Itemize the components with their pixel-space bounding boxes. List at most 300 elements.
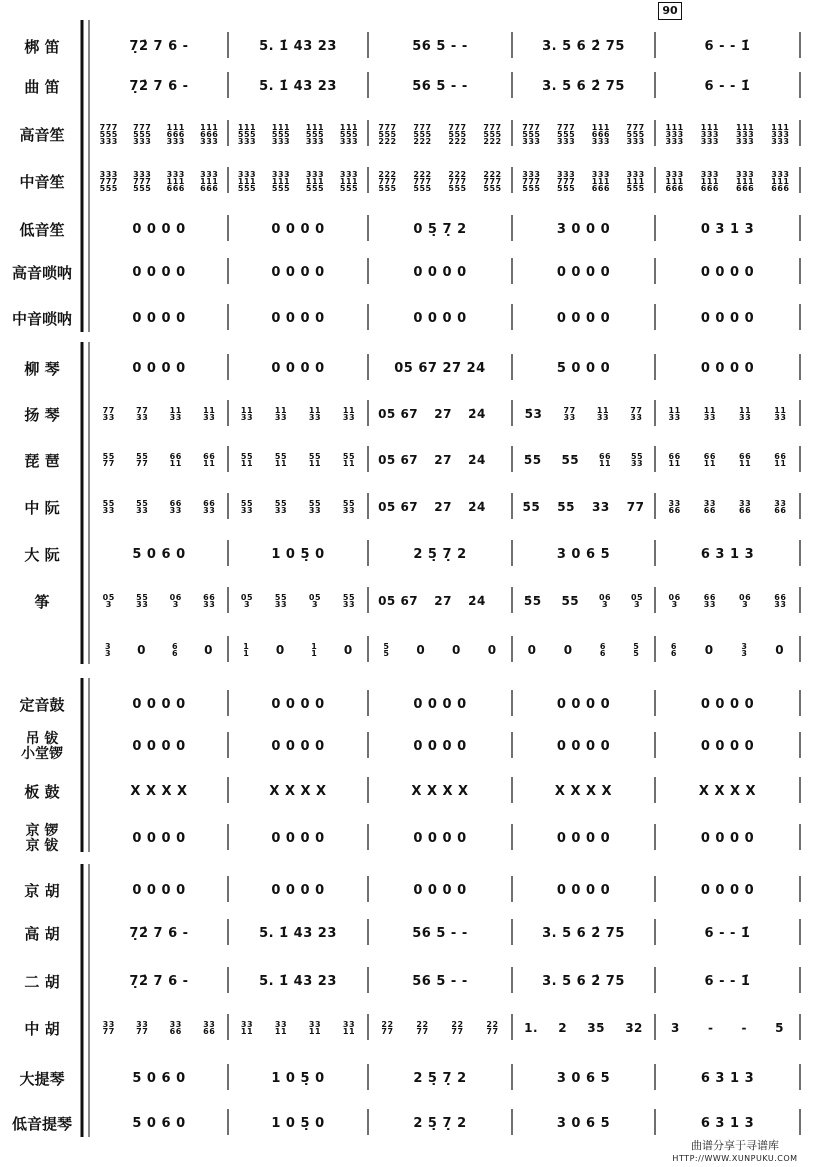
instrument-name-line: 低音笙 — [19, 221, 65, 239]
note-chord — [600, 643, 606, 657]
note-text: 333 — [771, 129, 790, 139]
note-text: 66 — [169, 452, 182, 461]
note-text: 22 — [486, 1020, 499, 1029]
instrument-name-line: 高音笙 — [19, 126, 65, 144]
note-text: 555 — [448, 129, 467, 139]
note-text: 0 — [452, 643, 461, 657]
note-chord — [522, 124, 540, 145]
note-text: 55 — [274, 452, 288, 461]
note-chord — [468, 453, 486, 467]
note-text: 66 — [668, 506, 681, 515]
instrument-name-line: 京 钹 — [25, 838, 59, 854]
note-chord — [136, 1021, 148, 1035]
note-chord — [204, 643, 213, 657]
measure-cell — [370, 400, 510, 428]
note-text: 555 — [413, 129, 432, 139]
note-chord — [483, 171, 501, 192]
instrument-name-line: 二 胡 — [24, 973, 60, 991]
note-text: 33 — [342, 413, 356, 422]
note-text: 111 — [166, 176, 185, 186]
note-text: 555 — [557, 129, 576, 139]
instrument-name-line: 京 锣 — [25, 823, 59, 839]
measure-cell — [370, 1014, 510, 1042]
note-chord — [774, 500, 786, 514]
note-chord — [669, 453, 681, 467]
note-text: 0 — [487, 643, 497, 657]
note-chord — [704, 407, 716, 421]
note-chord — [416, 1021, 428, 1035]
measure-cell: 6 - - 1̇ — [704, 38, 751, 54]
note-text: 555 — [271, 183, 291, 193]
instrument-name — [0, 38, 84, 56]
note-text: 555 — [413, 183, 432, 193]
measure-cell — [92, 120, 226, 148]
note-text: 11 — [342, 459, 356, 468]
instrument-name-line: 中 胡 — [24, 1020, 60, 1038]
note-chord — [275, 453, 287, 467]
note-text: 5̇3 — [524, 407, 543, 421]
measure-cell: 7̣2̇ 7 6 - — [129, 38, 189, 54]
note-chord — [170, 500, 182, 514]
note-text: 33 — [703, 600, 716, 609]
note-text: 333 — [339, 136, 359, 146]
note-text: - — [741, 1021, 748, 1035]
measure-cell — [657, 400, 798, 428]
note-text: 111 — [305, 176, 325, 186]
note-text: 333 — [736, 169, 755, 179]
note-chord — [309, 407, 321, 421]
note-text: 111 — [271, 122, 291, 132]
measure-cell: 0 0 0 0 — [271, 830, 325, 846]
note-text: 0 — [137, 643, 146, 657]
note-text: 77 — [136, 1027, 149, 1036]
note-chord — [434, 453, 452, 467]
note-text: 666 — [166, 129, 185, 139]
note-chord — [238, 171, 256, 192]
note-text: 222 — [448, 136, 467, 146]
note-chord — [468, 500, 486, 514]
note-text: 55 — [342, 452, 356, 461]
note-chord — [771, 171, 789, 192]
note-text: 11 — [703, 459, 716, 468]
note-text: 35 — [587, 1021, 605, 1035]
note-text: 55 — [308, 452, 322, 461]
note-text: 333 — [133, 169, 152, 179]
instrument-name-line: 京 胡 — [24, 882, 60, 900]
note-chord — [103, 500, 115, 514]
note-chord — [167, 171, 185, 192]
measure-cell: 6 3 1 3 — [700, 1115, 755, 1131]
note-chord — [343, 1021, 355, 1035]
measure-cell: 5 0 6 0 — [132, 546, 186, 562]
note-text: 11 — [668, 406, 681, 415]
note-text: 66 — [703, 506, 716, 515]
measure-cell: 0 0 0 0 — [271, 221, 325, 237]
note-text: 05 — [308, 593, 322, 602]
note-text: 333 — [166, 136, 185, 146]
note-chord — [378, 124, 396, 145]
instrument-name-line: 琵 琶 — [24, 452, 60, 470]
note-text: 27 — [434, 594, 452, 608]
note-text: 3 — [105, 649, 112, 658]
note-text: 2̇4̇ — [468, 594, 486, 608]
note-text: 77 — [563, 406, 576, 415]
note-text: 11 — [774, 406, 787, 415]
measure-cell: 0 0 0 0 — [132, 830, 186, 846]
measure-cell — [230, 167, 366, 195]
note-text: 33 — [596, 413, 610, 422]
note-text: 33 — [203, 1020, 216, 1029]
note-text: 11 — [308, 1027, 322, 1036]
note-text: 77 — [136, 406, 149, 415]
measure-cell: 56 5 - - — [412, 38, 468, 54]
instrument-name — [0, 696, 84, 714]
measure-cell — [92, 1014, 226, 1042]
measure-cell: 0 0 0 0 — [700, 882, 755, 898]
note-chord — [524, 1021, 538, 1035]
note-text: 55 — [342, 593, 356, 602]
note-chord — [704, 500, 716, 514]
note-text: 777 — [99, 122, 118, 132]
note-text: 2̇4̇ — [468, 500, 486, 514]
note-text: 66 — [774, 452, 787, 461]
measure-cell: 1 0 5̣ 0 — [271, 1115, 325, 1131]
note-chord — [483, 124, 501, 145]
measure-cell: 0 0 0 0 — [556, 310, 611, 326]
note-chord — [133, 124, 151, 145]
note-text: 55 — [240, 499, 254, 508]
note-text: 66 — [203, 593, 216, 602]
note-text: 33 — [274, 413, 288, 422]
note-chord — [739, 453, 751, 467]
measure-cell — [92, 400, 226, 428]
note-text: 2̇4̇ — [468, 453, 486, 467]
note-text: 33 — [668, 413, 681, 422]
note-text: 333 — [557, 136, 576, 146]
instrument-name-line: 板 鼓 — [24, 783, 60, 801]
note-text: 666 — [591, 183, 610, 193]
note-chord — [739, 500, 751, 514]
measure-cell — [92, 636, 226, 664]
instrument-name — [0, 310, 84, 328]
note-text: 33 — [102, 506, 115, 515]
note-chord — [343, 500, 355, 514]
note-text: 111 — [665, 122, 684, 132]
note-text: 555 — [626, 129, 645, 139]
note-text: 555 — [305, 129, 325, 139]
note-text: 777 — [626, 122, 645, 132]
note-chord — [241, 407, 253, 421]
measure-cell: 05 67 27 24 — [394, 360, 486, 376]
note-text: 3 — [741, 649, 748, 658]
note-text: 666 — [591, 129, 610, 139]
note-text: 5̇5 — [522, 500, 541, 514]
measure-cell: 0 0 0 0 — [271, 310, 325, 326]
note-chord — [311, 643, 317, 657]
measure-cell — [514, 587, 653, 615]
note-chord — [669, 594, 681, 608]
note-chord — [103, 594, 115, 608]
instrument-name — [0, 126, 84, 144]
note-text: 333 — [99, 136, 118, 146]
note-text: 333 — [271, 169, 291, 179]
instrument-name — [0, 973, 84, 991]
instrument-name — [0, 264, 84, 282]
note-text: 27 — [434, 453, 452, 467]
note-text: 0 — [204, 643, 213, 657]
note-chord — [100, 124, 118, 145]
note-chord — [739, 594, 751, 608]
note-chord — [592, 500, 610, 514]
note-text: 333 — [736, 129, 755, 139]
measure-cell: 5 0 6 0 — [132, 1070, 186, 1086]
note-text: 11 — [739, 459, 752, 468]
note-chord — [203, 453, 215, 467]
note-text: 66 — [774, 593, 787, 602]
note-text: 555 — [305, 183, 325, 193]
measure-cell: 7̣2̇ 7 6 - — [129, 78, 189, 94]
measure-cell — [370, 493, 510, 521]
note-text: 55 — [136, 452, 149, 461]
note-text: 555 — [448, 183, 467, 193]
note-text: 1 — [311, 649, 318, 658]
note-text: 3 — [172, 600, 179, 609]
measure-cell: 0 0 0 0 — [556, 882, 611, 898]
note-text: 333 — [166, 169, 185, 179]
note-text: 33 — [739, 413, 752, 422]
instrument-name-line: 中 阮 — [24, 499, 60, 517]
instrument-name — [0, 546, 84, 564]
note-text: 111 — [665, 176, 684, 186]
note-text: 777 — [557, 122, 576, 132]
measure-cell: 0 0 0 0 — [271, 882, 325, 898]
measure-cell — [370, 120, 510, 148]
note-text: 55 — [102, 452, 115, 461]
note-text: 11 — [342, 1027, 356, 1036]
note-chord — [701, 171, 719, 192]
note-chord — [136, 594, 148, 608]
note-chord — [343, 453, 355, 467]
note-text: 55 — [274, 499, 288, 508]
note-chord — [272, 171, 290, 192]
note-text: 111 — [626, 176, 645, 186]
note-text: 555 — [271, 129, 291, 139]
measure-cell: 5. 1̇ 43 23 — [259, 925, 337, 941]
note-text: 0 — [416, 643, 426, 657]
note-chord — [203, 594, 215, 608]
note-text: 33 — [592, 500, 610, 514]
note-text: 33 — [169, 413, 182, 422]
note-text: 66 — [598, 452, 612, 461]
note-text: 2 — [558, 1021, 568, 1035]
note-chord — [136, 500, 148, 514]
note-text: 6 — [172, 642, 179, 651]
note-text: 33 — [774, 413, 787, 422]
instrument-name-line: 柳 琴 — [24, 360, 60, 378]
note-text: 666 — [771, 183, 790, 193]
note-text: 55 — [102, 499, 115, 508]
note-chord — [378, 594, 418, 608]
note-chord — [272, 124, 290, 145]
note-text: 33 — [563, 413, 576, 422]
note-chord — [627, 171, 645, 192]
note-text: 555 — [99, 183, 118, 193]
measure-cell: 0 0 0 0 — [413, 830, 467, 846]
measure-cell: 3. 5 6 2̇ 75 — [542, 925, 625, 941]
note-text: 77 — [136, 459, 149, 468]
measure-cell: 6 - - 1̇ — [704, 925, 751, 941]
note-chord — [100, 171, 118, 192]
note-chord — [666, 124, 684, 145]
note-chord — [448, 171, 466, 192]
note-chord — [708, 1021, 713, 1035]
note-text: 111 — [237, 122, 257, 132]
note-text: 3 — [671, 1021, 680, 1035]
note-text: 5 — [633, 649, 640, 658]
note-chord — [452, 643, 461, 657]
note-chord — [741, 643, 747, 657]
note-text: 333 — [305, 136, 325, 146]
note-text: 333 — [700, 136, 719, 146]
note-text: 555 — [557, 183, 576, 193]
measure-cell: X X X X — [269, 783, 327, 799]
note-text: 11 — [274, 1027, 288, 1036]
note-text: 11 — [308, 406, 322, 415]
instrument-name-line: 吊 钹 — [25, 731, 59, 747]
note-chord — [633, 643, 639, 657]
note-chord — [275, 594, 287, 608]
note-text: 3 — [602, 600, 609, 609]
note-text: 111 — [200, 122, 219, 132]
instrument-name-line: 扬 琴 — [24, 406, 60, 424]
note-chord — [488, 643, 497, 657]
instrument-name-line: 高音唢呐 — [11, 264, 72, 282]
note-text: 6 — [670, 649, 677, 658]
measure-cell — [92, 167, 226, 195]
measure-cell — [514, 167, 653, 195]
note-text: 333 — [237, 136, 257, 146]
note-text: 222 — [483, 136, 502, 146]
note-chord — [378, 171, 396, 192]
instrument-name — [0, 499, 84, 517]
note-text: 777 — [133, 122, 152, 132]
note-chord — [309, 453, 321, 467]
note-text: 0 — [775, 643, 785, 657]
measure-cell: 1 0 5̣ 0 — [271, 1070, 325, 1086]
measure-cell: 0 0 0 0 — [271, 738, 325, 754]
note-chord — [378, 453, 418, 467]
note-text: 111 — [771, 176, 790, 186]
note-chord — [704, 594, 716, 608]
note-text: 55 — [557, 500, 575, 514]
note-text: 77 — [486, 1027, 499, 1036]
note-text: 222 — [378, 169, 397, 179]
measure-cell: 6 3 1 3 — [700, 546, 755, 562]
note-text: 11 — [169, 459, 182, 468]
note-text: 1 — [311, 642, 318, 651]
instrument-name — [0, 1115, 84, 1133]
note-text: 11 — [240, 459, 254, 468]
note-chord — [771, 124, 789, 145]
note-text: 333 — [771, 136, 790, 146]
note-chord — [416, 643, 425, 657]
measure-cell: 0 5̣ 7̣ 2 — [413, 221, 467, 237]
measure-cell — [370, 636, 510, 664]
measure-cell: 7̣2̇ 7 6 - — [129, 973, 189, 989]
note-text: 333 — [133, 136, 152, 146]
note-text: 33 — [739, 499, 752, 508]
note-chord — [167, 124, 185, 145]
instrument-name-line: 低音提琴 — [11, 1115, 72, 1133]
note-text: 3 — [633, 600, 641, 609]
note-text: 06 — [739, 593, 752, 602]
measure-cell — [657, 1014, 798, 1042]
note-text: 05 67 — [378, 594, 419, 608]
note-text: 55 — [274, 593, 288, 602]
note-text: 777 — [522, 122, 541, 132]
note-text: 333 — [99, 169, 118, 179]
note-chord — [434, 407, 452, 421]
note-chord — [561, 453, 579, 467]
note-text: 33 — [342, 600, 356, 609]
instrument-name-line: 筝 — [34, 593, 50, 611]
note-text: 55 — [561, 594, 580, 608]
note-chord — [774, 453, 786, 467]
note-text: 333 — [305, 169, 325, 179]
note-text: 666 — [700, 183, 719, 193]
note-text: 11 — [203, 459, 216, 468]
note-chord — [524, 594, 542, 608]
note-text: 77 — [381, 1027, 394, 1036]
note-text: 33 — [308, 506, 322, 515]
note-text: 333 — [736, 136, 755, 146]
note-chord — [340, 124, 358, 145]
note-text: 06 — [598, 593, 612, 602]
note-chord — [528, 643, 537, 657]
measure-cell: 5. 1̇ 43 23 — [259, 78, 337, 94]
note-text: 555 — [237, 129, 257, 139]
note-text: 5 — [633, 642, 640, 651]
note-text: 0 — [343, 643, 353, 657]
measure-cell — [230, 1014, 366, 1042]
measure-cell: 3 0 6 5 — [556, 1115, 611, 1131]
note-text: 33 — [203, 506, 216, 515]
note-text: 05 — [630, 593, 644, 602]
measure-cell: 1 0 5̣ 0 — [271, 546, 325, 562]
note-chord — [627, 124, 645, 145]
measure-cell: 0 0 0 0 — [132, 360, 186, 376]
note-text: 333 — [237, 169, 257, 179]
note-chord — [343, 594, 355, 608]
measure-cell: 0 0 0 0 — [413, 264, 467, 280]
note-chord — [344, 643, 353, 657]
note-chord — [200, 171, 218, 192]
note-chord — [557, 171, 575, 192]
note-chord — [774, 407, 786, 421]
measure-cell: 0 0 0 0 — [556, 830, 611, 846]
note-text: 33 — [102, 413, 115, 422]
note-chord — [451, 1021, 463, 1035]
note-text: 11 — [774, 459, 787, 468]
note-text: 111 — [339, 176, 359, 186]
note-text: 77 — [102, 1027, 115, 1036]
note-text: 111 — [591, 122, 610, 132]
measure-cell: 0 0 0 0 — [413, 738, 467, 754]
note-text: 3 — [742, 600, 749, 609]
note-text: 777 — [483, 176, 502, 186]
measure-cell: 0 0 0 0 — [413, 310, 467, 326]
note-text: 66 — [703, 593, 716, 602]
